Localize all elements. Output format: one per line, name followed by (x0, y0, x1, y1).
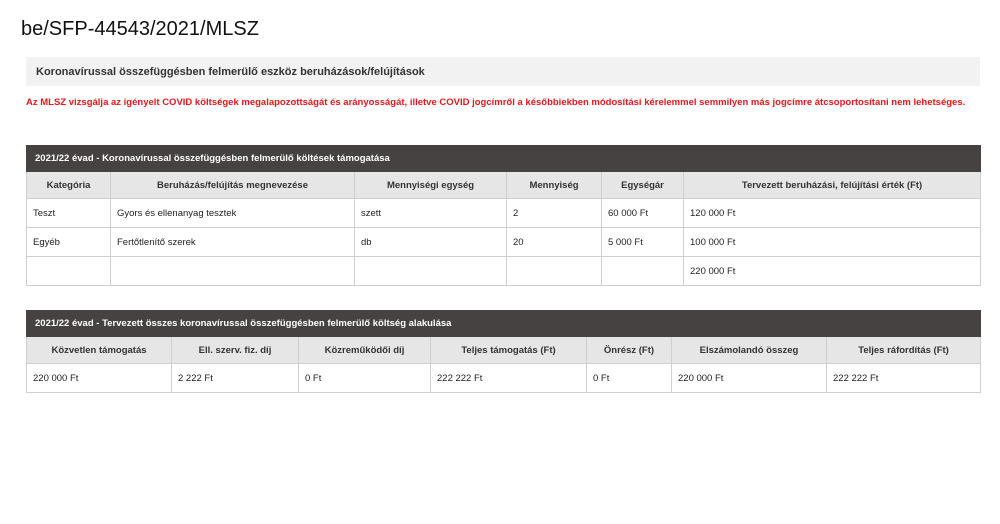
table-cell: 222 222 Ft (431, 364, 587, 393)
column-header-quantity: Mennyiség (507, 172, 602, 199)
column-header-unit: Mennyiségi egység (355, 172, 507, 199)
table-cell: Teszt (27, 199, 111, 228)
column-header-investment-name: Beruházás/felújítás megnevezése (111, 172, 355, 199)
table-caption: 2021/22 évad - Koronavírussal összefüggésben felmerülő költések támogatása (27, 146, 981, 172)
column-header-total-expenditure: Teljes ráfordítás (Ft) (827, 337, 981, 364)
table-cell: 220 000 Ft (672, 364, 827, 393)
table-cell: 0 Ft (587, 364, 672, 393)
table-cell: szett (355, 199, 507, 228)
table-cell: Fertőtlenítő szerek (111, 228, 355, 257)
table-cell: 222 222 Ft (827, 364, 981, 393)
table-cell: 5 000 Ft (602, 228, 684, 257)
table-row (27, 199, 981, 228)
table-cell: 60 000 Ft (602, 199, 684, 228)
table-cell (355, 257, 507, 286)
covid-costs-table (26, 145, 981, 286)
table-header-row (27, 337, 981, 364)
covid-total-costs-table (26, 310, 981, 393)
table-cell (27, 257, 111, 286)
column-header-amount-to-settle: Elszámolandó összeg (672, 337, 827, 364)
table-cell (111, 257, 355, 286)
table-caption: 2021/22 évad - Tervezett összes koronavírussal összefüggésben felmerülő költség alakulása (27, 311, 981, 337)
table-cell: Gyors és ellenanyag tesztek (111, 199, 355, 228)
table-cell: 2 222 Ft (172, 364, 299, 393)
document-reference-title: be/SFP-44543/2021/MLSZ (21, 18, 259, 40)
table-cell: 220 000 Ft (27, 364, 172, 393)
table-cell: 120 000 Ft (684, 199, 981, 228)
table-cell (602, 257, 684, 286)
table-cell: 100 000 Ft (684, 228, 981, 257)
table-caption-row (27, 146, 981, 172)
column-header-own-contribution: Önrész (Ft) (587, 337, 672, 364)
column-header-unit-price: Egységár (602, 172, 684, 199)
table-cell: db (355, 228, 507, 257)
table-cell: 0 Ft (299, 364, 431, 393)
column-header-direct-support: Közvetlen támogatás (27, 337, 172, 364)
column-header-inspection-fee: Ell. szerv. fiz. díj (172, 337, 299, 364)
table-row (27, 228, 981, 257)
column-header-intermediary-fee: Közreműködői díj (299, 337, 431, 364)
column-header-category: Kategória (27, 172, 111, 199)
table-cell: 2 (507, 199, 602, 228)
table-total-value: 220 000 Ft (684, 257, 981, 286)
table-cell: Egyéb (27, 228, 111, 257)
warning-text: Az MLSZ vizsgálja az igényelt COVID költségek megalapozottságát és arányosságát, illetve COVID jogcímről a későbbiekben módosítási kérelemmel semmilyen más jogcímre átcsoportosítani nem lehetséges. (26, 97, 966, 108)
table-caption-row (27, 311, 981, 337)
column-header-planned-value: Tervezett beruházási, felújítási érték (Ft) (684, 172, 981, 199)
table-cell (507, 257, 602, 286)
table-row (27, 364, 981, 393)
column-header-total-support: Teljes támogatás (Ft) (431, 337, 587, 364)
table-total-row (27, 257, 981, 286)
section-title: Koronavírussal összefüggésben felmerülő eszköz beruházások/felújítások (36, 65, 425, 78)
table-header-row (27, 172, 981, 199)
table-cell: 20 (507, 228, 602, 257)
section-title-bar (26, 57, 980, 86)
